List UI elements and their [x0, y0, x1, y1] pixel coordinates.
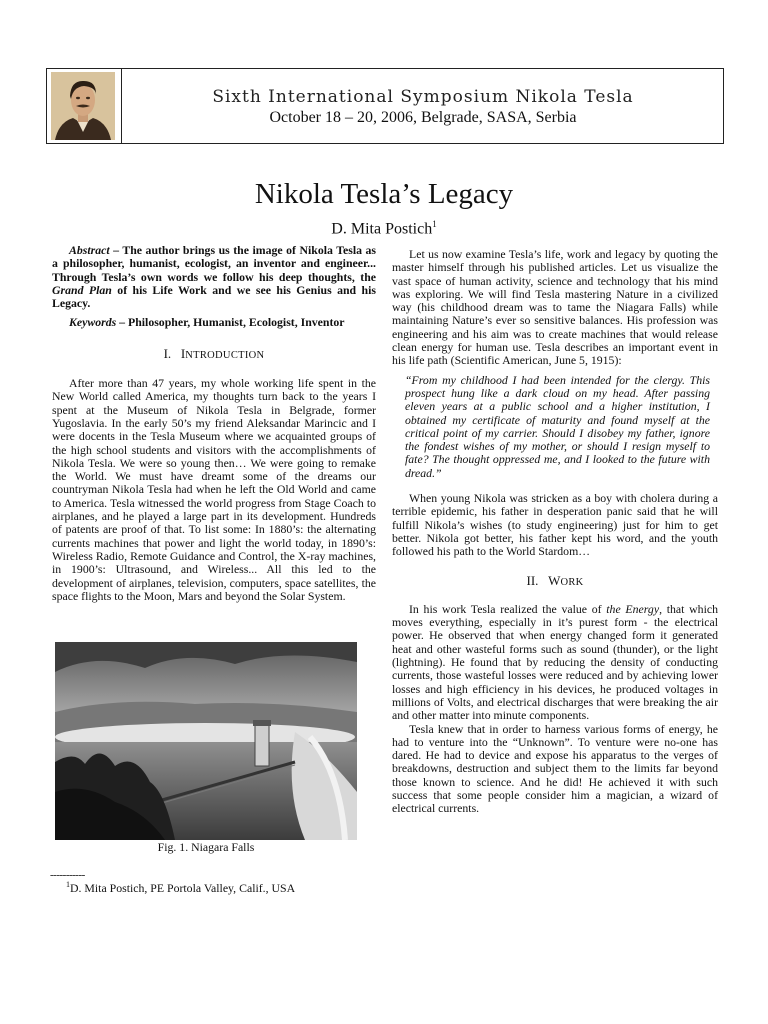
paper-title: Nikola Tesla’s Legacy [254, 178, 514, 210]
right-column [392, 248, 718, 816]
work-paragraph-2: Tesla knew that in order to harness various forms of energy, he had to venture into the “Unknown”. To venture were no-one has dared. He had to device and expose his apparatus to the verges of breakdowns, destruction and subject them to the limits far beyond those known to science. And he did! He achieved it with such success that some people consider him a magician, a wizard of electrical currents. [392, 721, 718, 816]
author-line [0, 219, 768, 238]
legacy-paragraph: Let us now examine Tesla’s life, work and legacy by quoting the master himself through his published articles. Let us visualize the vast space of human activity, science and technology that his mind was exploring. We will find Tesla mastering Nature in a civilized way (his childhood dream was to tame the Niagara Falls) while maintaining Nature’s ever so sensitive balances. His profession was engineering and his aim was to create machines that would release clean energy for human use. Tesla describes an important event in his life path (Scientific American, June 5, 1915): [392, 247, 718, 368]
introduction-paragraph: After more than 47 years, my whole working life spent in the New World called America, my thoughts turn back to the years I spent at the Museum of Nikola Tesla in Belgrade, former Yugoslavia. In the early 50’s my friend Aleksandar Marincic and I were docents in the Tesla Museum where we acquainted groups of the high school students and visitors with the accomplishments of Nikola Tesla. We were so young then… We were going to remake the World. We must have dreamt some of the dreams our countryman Nikola Tesla had when he left the Old World and came to America. Tesla witnessed the world progress from Stage Coach to airplanes, and he played a large part in its development. Hundreds of patents are proof of that. To list some: In 1880’s: the alternating currents machines that power and light the world today, in 1890’s: Wireless Radio, Remote Guidance and Control, the X-ray machines, in 1900’s: Ultrasound, and Wireless... All this led to the development of airplanes, television, computers, space satellites, the space flights to the Moon, Mars and beyond the Solar System. [52, 376, 376, 603]
left-column [52, 244, 376, 603]
author-name: D. Mita Postich [331, 220, 433, 238]
abstract-label: Abstract [69, 243, 110, 257]
footnote-mark: 1 [66, 880, 70, 889]
keywords-label: Keywords [69, 315, 117, 330]
header-divider [121, 69, 122, 143]
symposium-title: Sixth International Symposium Nikola Tesla [212, 87, 634, 107]
keywords: Keywords – Philosopher, Humanist, Ecologist, Inventor [69, 315, 345, 330]
footnote-rule: ----------- [50, 869, 85, 881]
section-heading-work: II. WORK [526, 572, 584, 588]
cholera-paragraph: When young Nikola was stricken as a boy with cholera during a terrible epidemic, his father in desperation panic said that he will fulfill Nikola’s wishes (to study engineering) just for him to get better. Nikola got better, his father kept his word, and the youth followed his path to the World Stardom… [392, 491, 718, 559]
author-footnote-mark: 1 [432, 219, 437, 229]
section-heading-introduction: I. INTRODUCTION [163, 345, 265, 361]
tesla-quote: “From my childhood I had been intended for the clergy. This prospect hung like a dark cloud on my head. After passing eleven years at a public school and a higher institution, I obtained my certificate of maturity and found myself at the critical point of my carrier. Should I disobey my father, ignore the fondest wishes of my mother, or should I resign myself to fate? The thought oppressed me, and I looked to the future with dread.” [405, 372, 710, 480]
abstract: Abstract – The author brings us the image of Nikola Tesla as a philosopher, humanist, ecologist, an inventor and engineer... Through Tesla’s own words we follow his deep thoughts, the Grand Plan of his Life Work and we see his Genius and his Legacy. [52, 243, 376, 311]
symposium-header [46, 68, 724, 144]
footnote: $^1$D. Mita Postich, PE Portola Valley, Calif., USA [66, 880, 296, 895]
figure-caption: Fig. 1. Niagara Falls [157, 840, 255, 854]
tesla-portrait-image [51, 72, 115, 140]
niagara-falls-image [55, 642, 357, 840]
symposium-date-place: October 18 – 20, 2006, Belgrade, SASA, Serbia [269, 109, 577, 126]
work-paragraph-1: In his work Tesla realized the value of the Energy, that which moves everything, especially in it’s purest form - the electrical power. He observed that when energy changed form it generated heat and other wasteful forms such as sound (thunder), or the light (lightning). He found that by reducing the density of conducting currents, those wasteful losses were reduced and by achieving lower losses and high efficiency in his devices, he produced voltages in millions of Volts, and electrical discharges that were breaking the air and other matter into minute components. [392, 601, 718, 723]
